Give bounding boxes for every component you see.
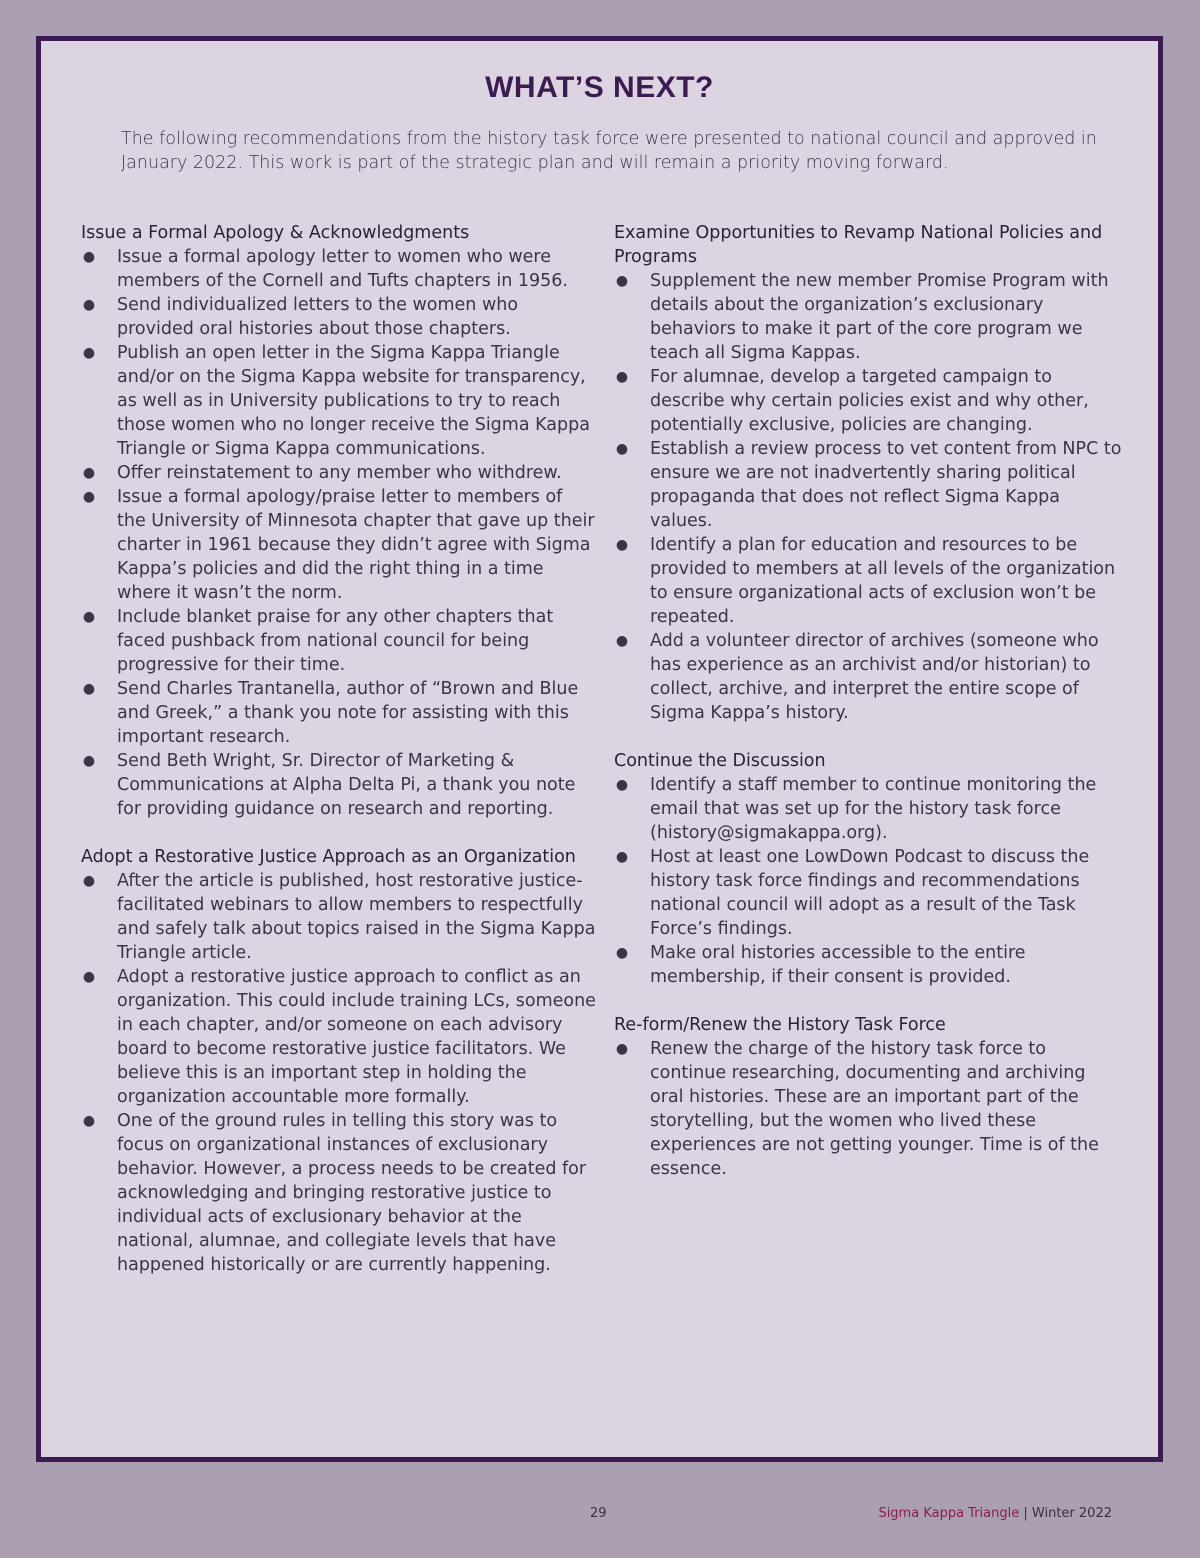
bullet-icon: ● bbox=[82, 249, 96, 265]
list-item-text: Identify a staff member to continue monitoring the email that was set up for the history task force (history@sigmakappa.org). bbox=[650, 775, 1097, 843]
bullet-icon: ● bbox=[615, 633, 629, 649]
list-item-text: Include blanket praise for any other chapters that faced pushback from national council for being progressive for their time. bbox=[117, 607, 554, 675]
list-item bbox=[614, 773, 1124, 845]
list-item bbox=[614, 629, 1124, 725]
bullet-icon: ● bbox=[82, 753, 96, 769]
bullet-icon: ● bbox=[82, 297, 96, 313]
bullet-icon: ● bbox=[615, 945, 629, 961]
bullet-icon: ● bbox=[615, 369, 629, 385]
list-item-text: Publish an open letter in the Sigma Kappa Triangle and/or on the Sigma Kappa website for transparency, as well as in University publications to try to reach those women who no longer receive the Sigma Kappa Triangle or Sigma Kappa communications. bbox=[117, 343, 590, 459]
page-title: WHAT’S NEXT? bbox=[485, 71, 714, 104]
bullet-icon: ● bbox=[82, 873, 96, 889]
list-item bbox=[81, 677, 596, 749]
list-item-text: Send individualized letters to the women who provided oral histories about those chapters. bbox=[117, 295, 519, 339]
bullet-icon: ● bbox=[82, 681, 96, 697]
list-item bbox=[614, 533, 1124, 629]
recommendation-section bbox=[614, 221, 1124, 725]
recommendation-list bbox=[614, 269, 1124, 725]
bullet-icon: ● bbox=[82, 969, 96, 985]
publication-footer bbox=[878, 1506, 1112, 1521]
list-item-text: After the article is published, host restorative justice-facilitated webinars to allow members to respectfully and safely talk about topics raised in the Sigma Kappa Triangle article. bbox=[117, 871, 596, 963]
list-item bbox=[81, 485, 596, 605]
list-item-text: Supplement the new member Promise Program with details about the organization’s exclusionary behaviors to make it part of the core program we teach all Sigma Kappas. bbox=[650, 271, 1109, 363]
bullet-icon: ● bbox=[615, 1041, 629, 1057]
list-item-text: Make oral histories accessible to the entire membership, if their consent is provided. bbox=[650, 943, 1026, 987]
bullet-icon: ● bbox=[615, 273, 629, 289]
section-heading: Re-form/Renew the History Task Force bbox=[614, 1015, 946, 1035]
list-item-text: Adopt a restorative justice approach to conflict as an organization. This could include training LCs, someone in each chapter, and/or someone on each advisory board to become restorative justice facilitators. We believe this is an important step in holding the organization accountable more formally. bbox=[117, 967, 596, 1107]
content-panel bbox=[36, 36, 1163, 1462]
list-item-text: Send Charles Trantanella, author of “Brown and Blue and Greek,” a thank you note for assisting with this important research. bbox=[117, 679, 579, 747]
issue-date: Winter 2022 bbox=[1031, 1506, 1112, 1521]
list-item bbox=[614, 269, 1124, 365]
list-item bbox=[614, 941, 1124, 989]
recommendation-list bbox=[614, 773, 1124, 989]
list-item-text: Renew the charge of the history task force to continue researching, documenting and archiving oral histories. These are an important part of the storytelling, but the women who lived these experiences are not getting younger. Time is of the essence. bbox=[650, 1039, 1099, 1179]
list-item bbox=[81, 461, 596, 485]
list-item-text: Issue a formal apology/praise letter to members of the University of Minnesota chapter that gave up their charter in 1961 because they didn’t agree with Sigma Kappa’s policies and did the right thing in a time where it wasn’t the norm. bbox=[117, 487, 595, 603]
list-item bbox=[81, 1109, 596, 1277]
list-item-text: Add a volunteer director of archives (someone who has experience as an archivist and/or historian) to collect, archive, and interpret the entire scope of Sigma Kappa’s history. bbox=[650, 631, 1099, 723]
bullet-icon: ● bbox=[82, 609, 96, 625]
list-item bbox=[614, 1037, 1124, 1181]
bullet-icon: ● bbox=[82, 345, 96, 361]
footer-separator: | bbox=[1023, 1506, 1028, 1521]
bullet-icon: ● bbox=[615, 537, 629, 553]
section-heading: Adopt a Restorative Justice Approach as an Organization bbox=[81, 847, 576, 867]
list-item-text: Send Beth Wright, Sr. Director of Marketing & Communications at Alpha Delta Pi, a thank you note for providing guidance on research and reporting. bbox=[117, 751, 576, 819]
recommendation-section bbox=[81, 845, 596, 1277]
section-heading: Issue a Formal Apology & Acknowledgments bbox=[81, 223, 470, 243]
left-column bbox=[81, 221, 596, 1301]
list-item bbox=[81, 749, 596, 821]
list-item bbox=[81, 245, 596, 293]
list-item bbox=[614, 845, 1124, 941]
list-item-text: Establish a review process to vet content from NPC to ensure we are not inadvertently sharing political propaganda that does not reflect Sigma Kappa values. bbox=[650, 439, 1122, 531]
recommendation-section bbox=[81, 221, 596, 821]
recommendation-list bbox=[81, 869, 596, 1277]
right-column bbox=[614, 221, 1124, 1205]
list-item bbox=[81, 341, 596, 461]
list-item-text: Issue a formal apology letter to women who were members of the Cornell and Tufts chapters in 1956. bbox=[117, 247, 568, 291]
list-item bbox=[81, 293, 596, 341]
bullet-icon: ● bbox=[615, 777, 629, 793]
bullet-icon: ● bbox=[82, 489, 96, 505]
recommendation-list bbox=[614, 1037, 1124, 1181]
list-item-text: One of the ground rules in telling this story was to focus on organizational instances of exclusionary behavior. However, a process needs to be created for acknowledging and bringing restorative justice to individual acts of exclusionary behavior at the national, alumnae, and collegiate levels that have happened historically or are currently happening. bbox=[117, 1111, 587, 1275]
page-number: 29 bbox=[590, 1506, 607, 1521]
list-item bbox=[81, 605, 596, 677]
bullet-icon: ● bbox=[82, 1113, 96, 1129]
list-item bbox=[81, 869, 596, 965]
list-item-text: Host at least one LowDown Podcast to discuss the history task force findings and recommendations national council will adopt as a result of the Task Force’s findings. bbox=[650, 847, 1090, 939]
list-item-text: Identify a plan for education and resources to be provided to members at all levels of the organization to ensure organizational acts of exclusion won’t be repeated. bbox=[650, 535, 1116, 627]
bullet-icon: ● bbox=[615, 849, 629, 865]
section-heading: Examine Opportunities to Revamp National Policies and Programs bbox=[614, 223, 1103, 267]
list-item-text: Offer reinstatement to any member who withdrew. bbox=[117, 463, 562, 483]
recommendation-list bbox=[81, 245, 596, 821]
publication-name: Sigma Kappa Triangle bbox=[878, 1506, 1020, 1521]
list-item bbox=[614, 365, 1124, 437]
bullet-icon: ● bbox=[615, 441, 629, 457]
list-item bbox=[614, 437, 1124, 533]
recommendation-section bbox=[614, 749, 1124, 989]
bullet-icon: ● bbox=[82, 465, 96, 481]
intro-paragraph: The following recommendations from the history task force were presented to national council and approved in January 2022. This work is part of the strategic plan and will remain a priority moving forward. bbox=[121, 129, 1097, 173]
list-item-text: For alumnae, develop a targeted campaign to describe why certain policies exist and why other, potentially exclusive, policies are changing. bbox=[650, 367, 1089, 435]
section-heading: Continue the Discussion bbox=[614, 751, 826, 771]
recommendation-section bbox=[614, 1013, 1124, 1181]
list-item bbox=[81, 965, 596, 1109]
